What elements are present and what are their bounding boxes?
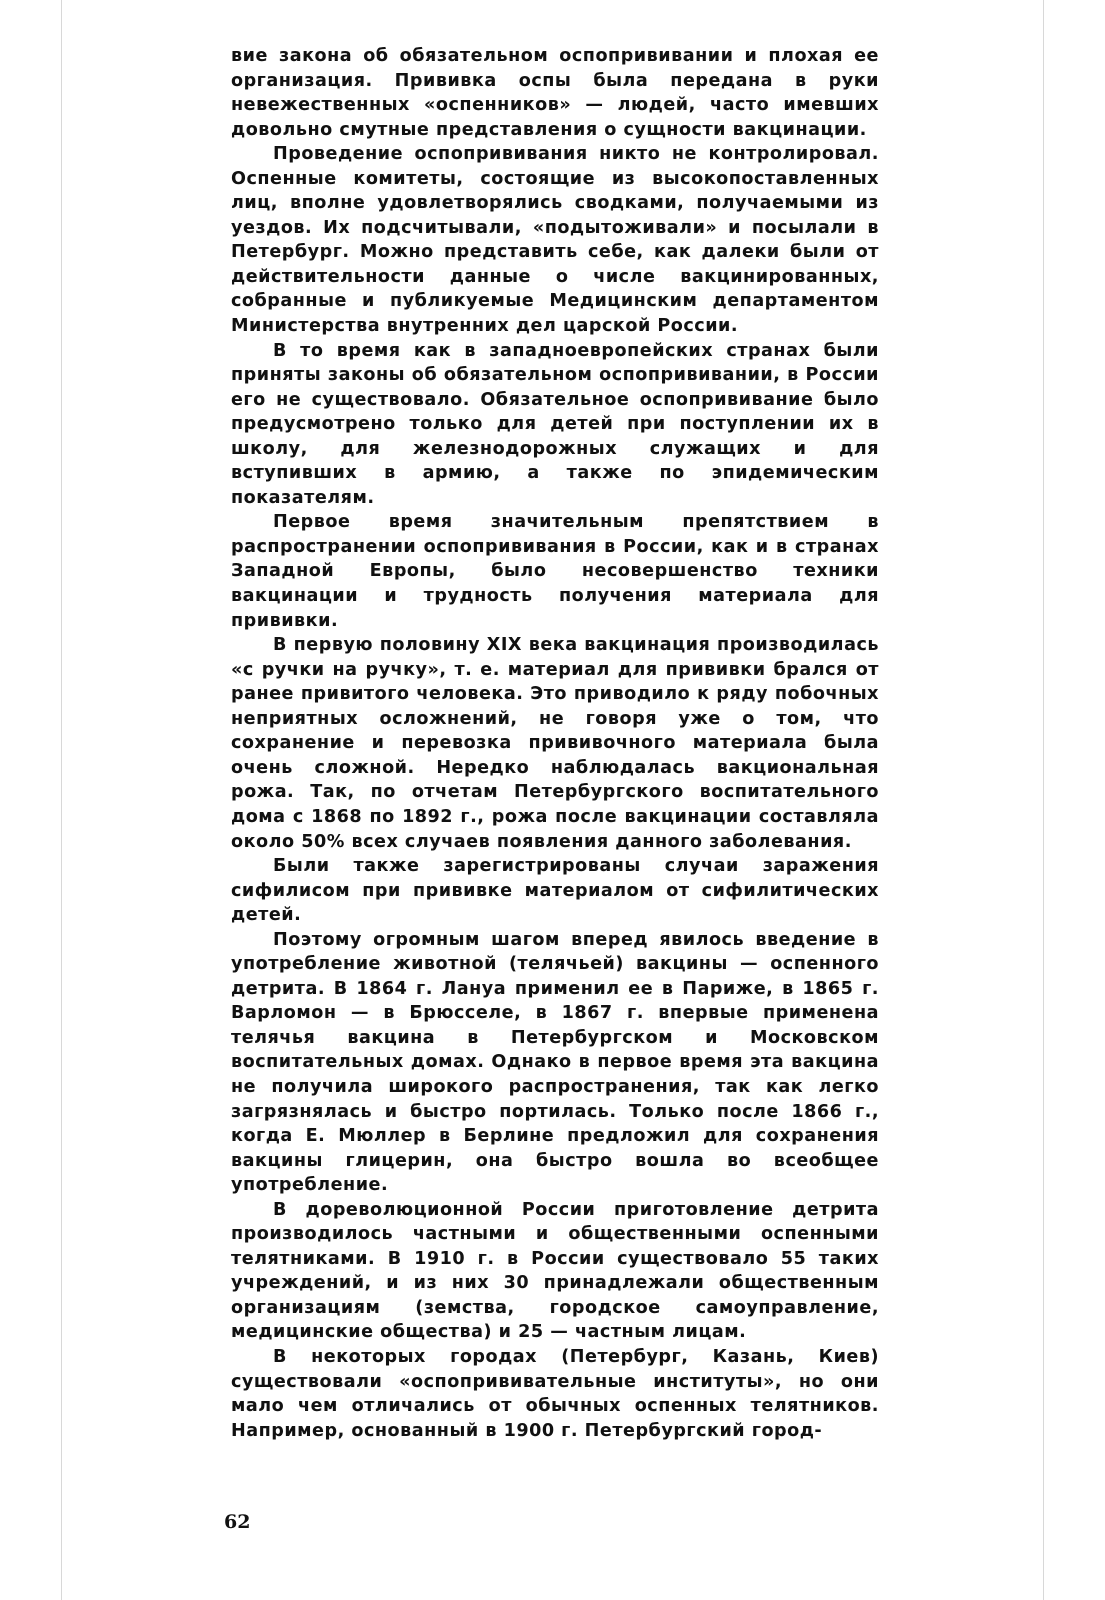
paragraph: Первое время значительным препятствием в распространении оспопрививания в России, как и в странах Западной Европы, было несовершенство техники вакцинации и трудность получения материала для прививки. (231, 512, 879, 631)
paragraph: В первую половину XIX века вакцинация производилась «с ручки на ручку», т. е. материал для прививки брался от ранее привитого человека. Это приводило к ряду побочных неприятных осложнений, не говоря уже о том, что сохранение и перевозка прививочного материала была очень сложной. Нередко наблюдалась вакциональная рожа. Так, по отчетам Петербургского воспитательного дома с 1868 по 1892 г., рожа после вакцинации составляла около 50% всех случаев появления данного заболевания. (231, 635, 879, 852)
paragraph: Были также зарегистрированы случаи заражения сифилисом при прививке материалом от сифилитических детей. (231, 856, 879, 926)
page-edge-left (61, 0, 62, 1600)
paragraph: В некоторых городах (Петербург, Казань, Киев) существовали «оспопрививательные институты», но они мало чем отличались от обычных оспенных телятников. Например, основанный в 1900 г. Петербургский город- (231, 1346, 879, 1441)
paragraph: В дореволюционной России приготовление детрита производилось частными и общественными оспенными телятниками. В 1910 г. в России существовало 55 таких учреждений, и из них 30 принадлежали общественным организациям (земства, городское самоуправление, медицинские общества) и 25 — частным лицам. (231, 1199, 879, 1343)
page-number: 62 (224, 1511, 251, 1533)
body-text (231, 44, 879, 1443)
paragraph: Поэтому огромным шагом вперед явилось введение в употребление животной (телячьей) вакцины — оспенного детрита. В 1864 г. Лануа применил ее в Париже, в 1865 г. Варломон — в Брюсселе, в 1867 г. впервые применена телячья вакцина в Петербургском и Московском воспитательных домах. Однако в первое время эта вакцина не получила широкого распространения, так как легко загрязнялась и быстро портилась. Только после 1866 г., когда Е. Мюллер в Берлине предложил для сохранения вакцины глицерин, она быстро вошла во всеобщее употребление. (231, 929, 879, 1196)
page-edge-right (1043, 0, 1044, 1600)
paragraph: В то время как в западноевропейских странах были приняты законы об обязательном оспопрививании, в России его не существовало. Обязательное оспопрививание было предусмотрено только для детей при поступлении их в школу, для железнодорожных служащих и для вступивших в армию, а также по эпидемическим показателям. (231, 340, 879, 508)
paragraph: вие закона об обязательном оспопрививании и плохая ее организация. Прививка оспы была передана в руки невежественных «оспенников» — людей, часто имевших довольно смутные представления о сущности вакцинации. (231, 46, 879, 140)
paragraph: Проведение оспопрививания никто не контролировал. Оспенные комитеты, состоящие из высокопоставленных лиц, вполне удовлетворялись сводками, получаемыми из уездов. Их подсчитывали, «подытоживали» и посылали в Петербург. Можно представить себе, как далеки были от действительности данные о числе вакцинированных, собранные и публикуемые Медицинским департаментом Министерства внутренних дел царской России. (231, 144, 879, 337)
